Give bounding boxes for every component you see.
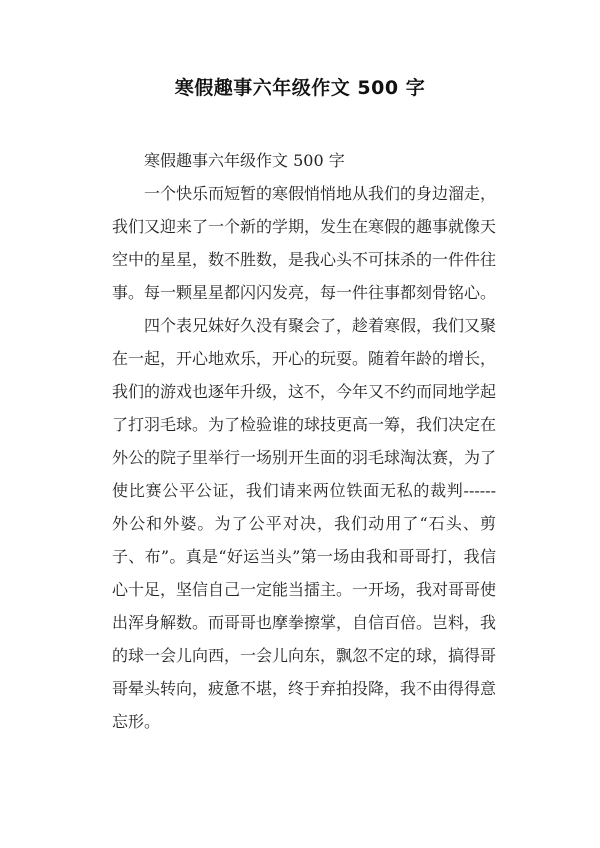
document-body: [112, 144, 496, 738]
paragraph: 一个快乐而短暂的寒假悄悄地从我们的身边溜走，我们又迎来了一个新的学期，发生在寒假的趣事就像天空中的星星，数不胜数，是我心头不可抹杀的一件件往事。每一颗星星都闪闪发亮，每一件往事都刻骨铭心。: [112, 184, 497, 302]
document-title: 寒假趣事六年级作文 500 字: [174, 77, 426, 99]
paragraph: 四个表兄妹好久没有聚会了，趁着寒假，我们又聚在一起，开心地欢乐，开心的玩耍。随着年龄的增长，我们的游戏也逐年升级，这不，今年又不约而同地学起了打羽毛球。为了检验谁的球技更高一筹，我们决定在外公的院子里举行一场别开生面的羽毛球淘汰赛，为了使比赛公平公证，我们请来两位铁面无私的裁判------外公和外婆。为了公平对决，我们动用了“石头、剪子、布”。真是“好运当头”第一场由我和哥哥打，我信心十足，坚信自己一定能当擂主。一开场，我对哥哥使出浑身解数。而哥哥也摩拳擦掌，自信百倍。岂料，我的球一会儿向西，一会儿向东，飘忽不定的球，搞得哥哥晕头转向，疲惫不堪，终于弃拍投降，我不由得得意忘形。: [112, 316, 497, 731]
document-subtitle: 寒假趣事六年级作文 500 字: [144, 151, 345, 170]
